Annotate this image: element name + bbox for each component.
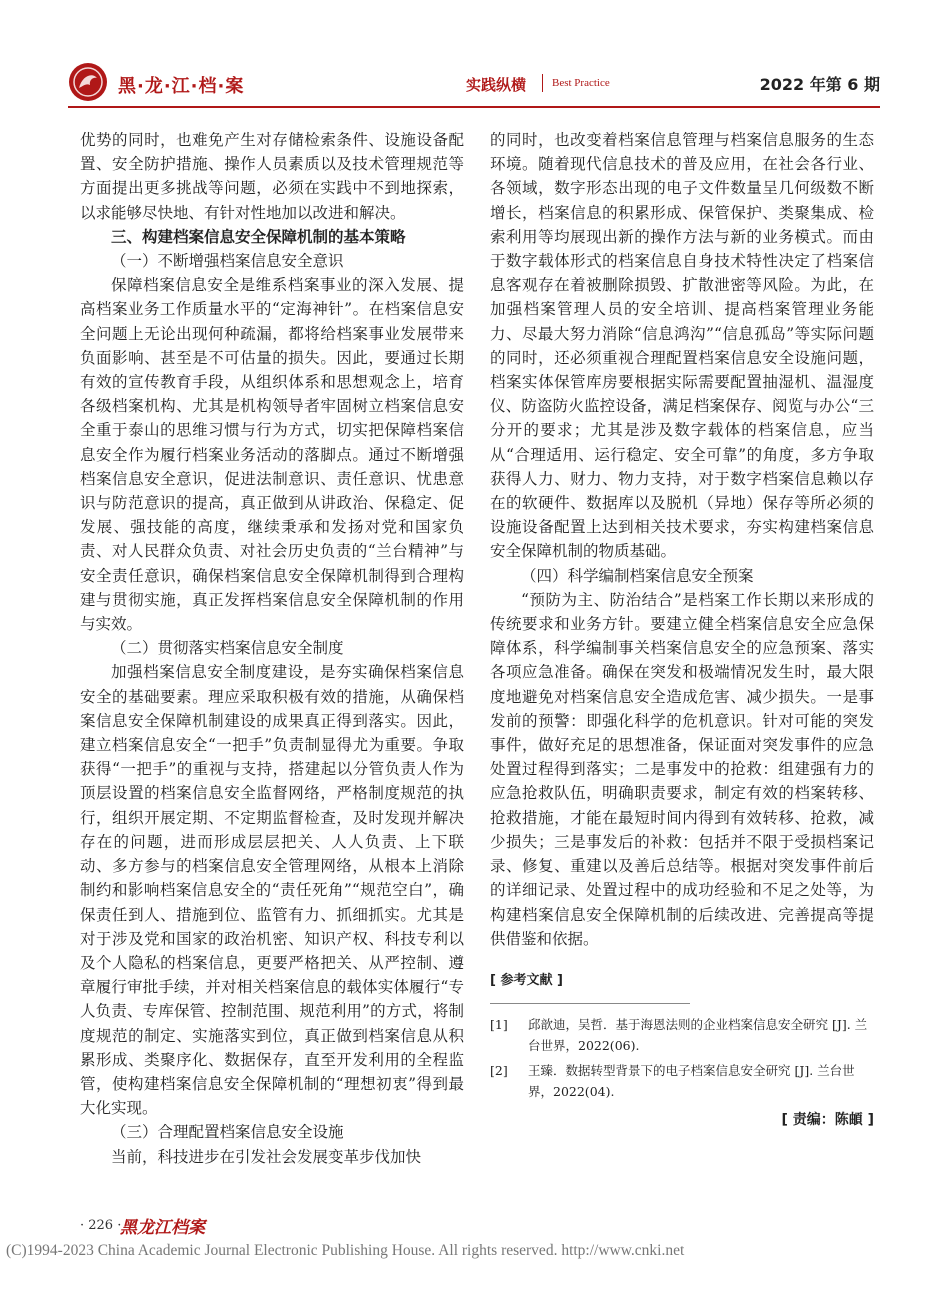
section-divider (542, 74, 543, 92)
header-rule (68, 106, 880, 108)
paragraph: 的同时，也改变着档案信息管理与档案信息服务的生态环境。随着现代信息技术的普及应用，在社会各行业、各领域，数字形态出现的电子文件数量呈几何级数不断增长，档案信息的积累形成、保管保护、类聚集成、检索利用等均展现出新的操作方法与新的业务模式。而由于数字载体形式的档案信息自身技术特性决定了档案信息客观存在着被删除损毁、扩散泄密等风险。为此，在加强档案管理人员的安全培训、提高档案管理业务能力、尽最大努力消除“信息鸿沟”“信息孤岛”等实际问题的同时，还必须重视合理配置档案信息安全设施问题，档案实体保管库房要根据实际需要配置抽湿机、温湿度仪、防盗防火监控设备，满足档案保存、阅览与办公“三分开的要求；尤其是涉及数字载体的档案信息，应当从“合理适用、运行稳定、安全可靠”的角度，多方争取获得人力、财力、物力支持，对于数字档案信息赖以存在的软硬件、数据库以及脱机（异地）保存等所必须的设施设备配置上达到相关技术要求，夯实构建档案信息安全保障机制的物质基础。 (490, 131, 874, 561)
paragraph: 优势的同时，也难免产生对存储检索条件、设施设备配置、安全防护措施、操作人员素质以及技术管理规范等方面提出更多挑战等问题，必须在实践中不到地探索，以求能够尽快地、有针对性地加以改进和解决。 (80, 131, 464, 222)
subsection-heading: （四）科学编制档案信息安全预案 (521, 566, 754, 585)
reference-number: [2] (490, 1063, 508, 1079)
references-rule (490, 1003, 690, 1004)
page-header (68, 62, 880, 108)
reference-item (490, 1014, 874, 1056)
paragraph: 加强档案信息安全制度建设，是夯实确保档案信息安全的基础要素。理应采取积极有效的措施，从确保档案信息安全保障机制建设的成果真正得到落实。因此，建立档案信息安全“一把手”负责制显得尤为重要。争取获得“一把手”的重视与支持，搭建起以分管负责人作为顶层设置的档案信息安全监督网络，严格制度规范的执行，组织开展定期、不定期监督检查，及时发现并解决存在的问题，进而形成层层把关、人人负责、上下联动、多方参与的档案信息安全管理网络，从根本上消除制约和影响档案信息安全的“责任死角”“规范空白”，确保责任到人、措施到位、监管有力、抓细抓实。尤其是对于涉及党和国家的政治机密、知识产权、科技专利以及个人隐私的档案信息，更要严格把关、从严控制、遵章履行审批手续，并对相关档案信息的载体实体履行“专人负责、专库保管、控制范围、规范利用”的方式，将制度规范的制定、实施落实到位，真正做到档案信息从积累形成、类聚序化、数据保存，直至开发利用的全程监管，使构建档案信息安全保障机制的“理想初衷”得到最大化实现。 (80, 663, 464, 1118)
footer-brand-logo: 黑龙江档案 (120, 1218, 205, 1238)
paragraph: 保障档案信息安全是维系档案事业的深入发展、提高档案业务工作质量水平的“定海神针”。在档案信息安全问题上无论出现何种疏漏，都将给档案事业发展带来负面影响、甚至是不可估量的损失。因此，要通过长期有效的宣传教育手段，从组织体系和思想观念上，培育各级档案机构、尤其是机构领导者牢固树立档案信息安全重于泰山的思维习惯与行为方式，切实把保障档案信息安全作为履行档案业务活动的落脚点。通过不断增强档案信息安全意识，促进法制意识、责任意识、忧患意识与防范意识的提高，真正做到从讲政治、保稳定、促发展、强技能的高度，继续秉承和发扬对党和国家负责、对人民群众负责、对社会历史负责的“兰台精神”与安全责任意识，确保档案信息安全保障机制得到合理构建与贯彻实施，真正发挥档案信息安全保障机制的作用与实效。 (80, 276, 464, 634)
journal-name: 黑·龙·江·档·案 (118, 76, 245, 97)
paragraph: 当前，科技进步在引发社会发展变革步伐加快 (111, 1147, 422, 1166)
paragraph: “预防为主、防治结合”是档案工作长期以来形成的传统要求和业务方针。要建立健全档案信息安全应急保障体系，科学编制事关档案信息安全的应急预案、落实各项应急准备。确保在突发和极端情况发生时，最大限度地避免对档案信息安全造成危害、减少损失。一是事发前的预警：即强化科学的危机意识。针对可能的突发事件，做好充足的思想准备，保证面对突发事件的应急处置过程得到落实；二是事发中的抢救：组建强有力的应急抢救队伍，明确职责要求，制定有效的档案转移、抢救措施，才能在最短时间内得到有效转移、抢救，减少损失；三是事发后的补救：包括并不限于受损档案记录、修复、重建以及善后总结等。根据对突发事件前后的详细记录、处置过程中的成功经验和不足之处等，为构建档案信息安全保障机制的后续改进、完善提高等提供借鉴和依据。 (490, 590, 874, 948)
issue-label: 2022 年第 6 期 (759, 75, 880, 94)
subsection-heading: （一）不断增强档案信息安全意识 (111, 252, 344, 271)
left-column (80, 128, 464, 1169)
reference-item (490, 1060, 874, 1102)
right-column (490, 128, 874, 1132)
reference-number: [1] (490, 1017, 508, 1033)
journal-logo-icon (68, 62, 108, 102)
subsection-heading: （二）贯彻落实档案信息安全制度 (111, 639, 344, 658)
copyright-watermark: (C)1994-2023 China Academic Journal Electronic Publishing House. All rights reserved. http://www.cnki.net (6, 1242, 685, 1259)
page-number: · 226 · (80, 1218, 122, 1233)
reference-text: 王臻．数据转型背景下的电子档案信息安全研究 [J]. 兰台世界，2022(04). (528, 1063, 855, 1100)
section-title-en: Best Practice (552, 77, 610, 89)
reference-text: 邱歆迪，吴哲．基于海恩法则的企业档案信息安全研究 [J]. 兰台世界，2022(06). (528, 1017, 868, 1054)
section-title: 实践纵横 (466, 76, 527, 94)
section-heading: 三、构建档案信息安全保障机制的基本策略 (111, 227, 406, 246)
references-title: [ 参考文献 ] (490, 972, 563, 988)
editor-credit: [ 责编：陈頔 ] (781, 1112, 874, 1129)
subsection-heading: （三）合理配置档案信息安全设施 (111, 1123, 344, 1142)
